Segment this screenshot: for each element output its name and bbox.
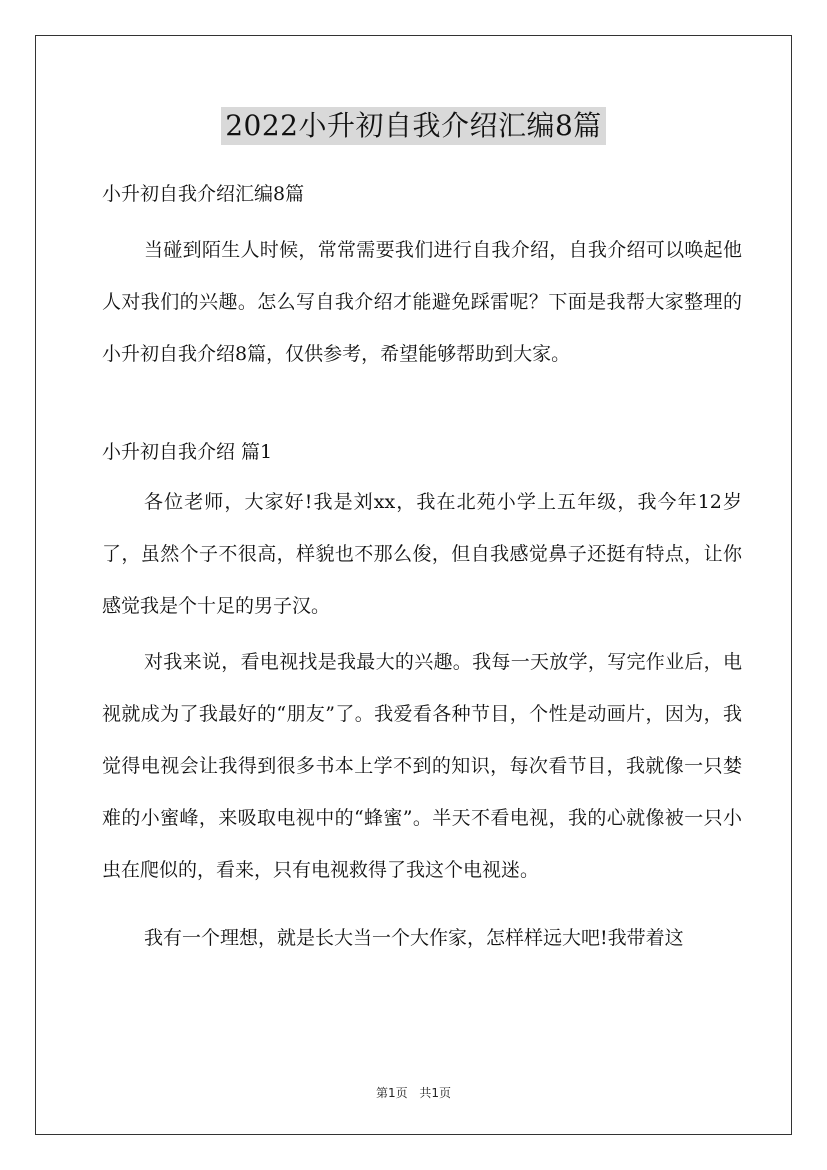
body-paragraph-3: 我有一个理想，就是长大当一个大作家，怎样样远大吧!我带着这 [144,927,684,949]
document-title-text: 2022小升初自我介绍汇编8篇 [221,107,606,145]
page-total: 共1页 [419,1086,452,1100]
page-footer [0,1085,827,1101]
page-number: 第1页 [375,1086,408,1100]
body-paragraph-1: 各位老师，大家好!我是刘xx，我在北苑小学上五年级，我今年12岁了，虽然个子不很高，样貌也不那么俊，但自我感觉鼻子还挺有特点，让你感觉我是个十足的男子汉。 [102,491,742,617]
section-heading: 小升初自我介绍 篇1 [102,441,273,463]
body-paragraph-2: 对我来说，看电视找是我最大的兴趣。我每一天放学，写完作业后，电视就成为了我最好的“朋友”了。我爱看各种节目，个性是动画片，因为，我觉得电视会让我得到很多书本上学不到的知识，每次看节目，我就像一只婪难的小蜜峰，来吸取电视中的“蜂蜜”。半天不看电视，我的心就像被一只小虫在爬似的，看来，只有电视救得了我这个电视迷。 [102,651,742,881]
document-body [102,176,742,964]
intro-paragraph: 当碰到陌生人时候，常常需要我们进行自我介绍，自我介绍可以唤起他人对我们的兴趣。怎么写自我介绍才能避免踩雷呢？下面是我帮大家整理的小升初自我介绍8篇，仅供参考，希望能够帮助到大家。 [102,239,742,365]
document-title [0,105,827,145]
document-subtitle: 小升初自我介绍汇编8篇 [102,183,305,205]
